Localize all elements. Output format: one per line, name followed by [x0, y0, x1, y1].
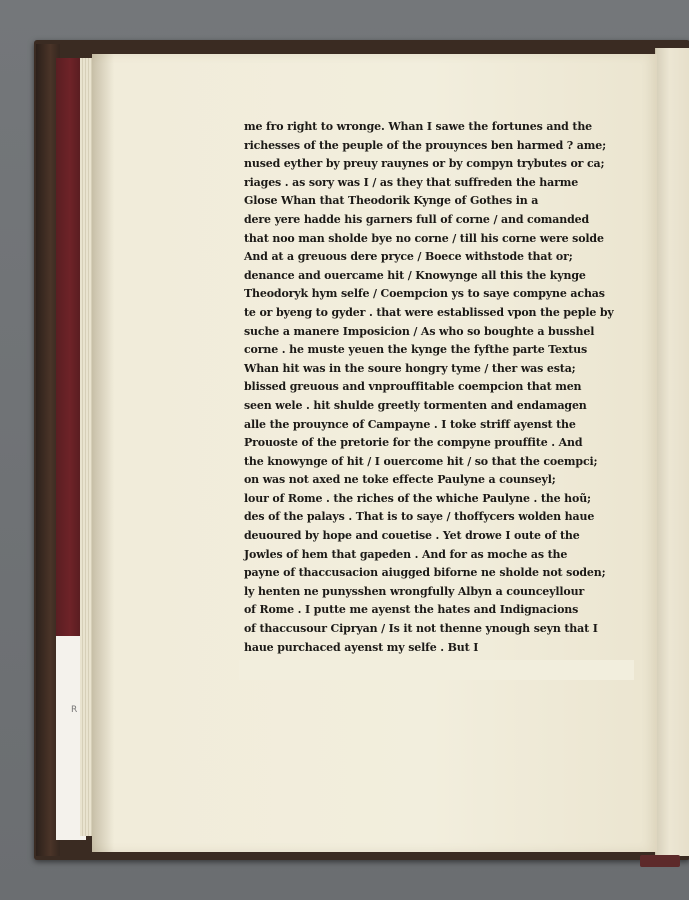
text-line: ly henten ne punysshen wrongfully Albyn a counceyllour [244, 584, 585, 598]
text-line: Glose Whan that Theodorik Kynge of Gothes in a [244, 194, 539, 208]
text-line: lour of Rome . the riches of the whiche Paulyne . the hoũ; [244, 491, 591, 505]
text-line: of thaccusour Cipryan / Is it not thenne ynough seyn that I [244, 622, 598, 636]
text-line: alle the prouynce of Campayne . I toke striff ayenst the [244, 417, 576, 431]
text-line: dere yere hadde his garners full of corne / and comanded [244, 212, 590, 226]
text-line: deuoured by hope and couetise . Yet drowe I oute of the [244, 529, 580, 543]
text-line: nused eyther by preuy rauynes or by compyn trybutes or ca; [244, 157, 605, 171]
text-block [244, 118, 627, 657]
text-line: des of the palays . That is to saye / thoffycers wolden haue [244, 510, 595, 524]
text-line: on was not axed ne toke effecte Paulyne a counseyl; [244, 473, 556, 487]
text-line: Jowles of hem that gapeden . And for as moche as the [244, 547, 568, 561]
text-line: richesses of the peuple of the prouynces ben harmed ? ame; [244, 138, 606, 152]
text-line: corne . he muste yeuen the kynge the fyfthe parte Textus [244, 343, 588, 357]
text-line: Prouoste of the pretorie for the compyne prouffite . And [244, 436, 583, 450]
text-line: me fro right to wronge. Whan I sawe the fortunes and the [244, 120, 593, 133]
text-line: Theodoryk hym selfe / Coempcion ys to saye compyne achas [244, 287, 605, 301]
gutter-shadow [92, 54, 114, 852]
text-line: suche a manere Imposicion / As who so boughte a busshel [244, 324, 595, 338]
text-line: blissed greuous and vnprouffitable coempcion that men [244, 380, 582, 394]
text-line: And at a greuous dere pryce / Boece withstode that or; [244, 250, 573, 264]
page-repair-patch [239, 660, 634, 680]
pastedown-mark: R [71, 705, 78, 715]
text-line: seen wele . hit shulde greetly tormenten and endamagen [244, 398, 587, 412]
facing-leaf [655, 48, 689, 856]
text-line: the knowynge of hit / I ouercome hit / so that the coempci; [244, 454, 598, 468]
text-line: haue purchaced ayenst my selfe . But I [244, 640, 479, 654]
corner-tab [640, 855, 680, 867]
text-line: te or byeng to gyder . that were establissed vpon the peple by [244, 305, 614, 319]
text-line: of Rome . I putte me ayenst the hates and Indignacions [244, 603, 579, 617]
text-line: Whan hit was in the soure hongry tyme / ther was esta; [244, 361, 576, 375]
text-line: that noo man sholde bye no corne / till his corne were solde [244, 231, 604, 245]
text-line: denance and ouercame hit / Knowynge all this the kynge [244, 268, 586, 282]
text-line: payne of thaccusacion aiugged biforne ne sholde not soden; [244, 566, 606, 580]
text-line: riages . as sory was I / as they that suffreden the harme [244, 175, 579, 189]
